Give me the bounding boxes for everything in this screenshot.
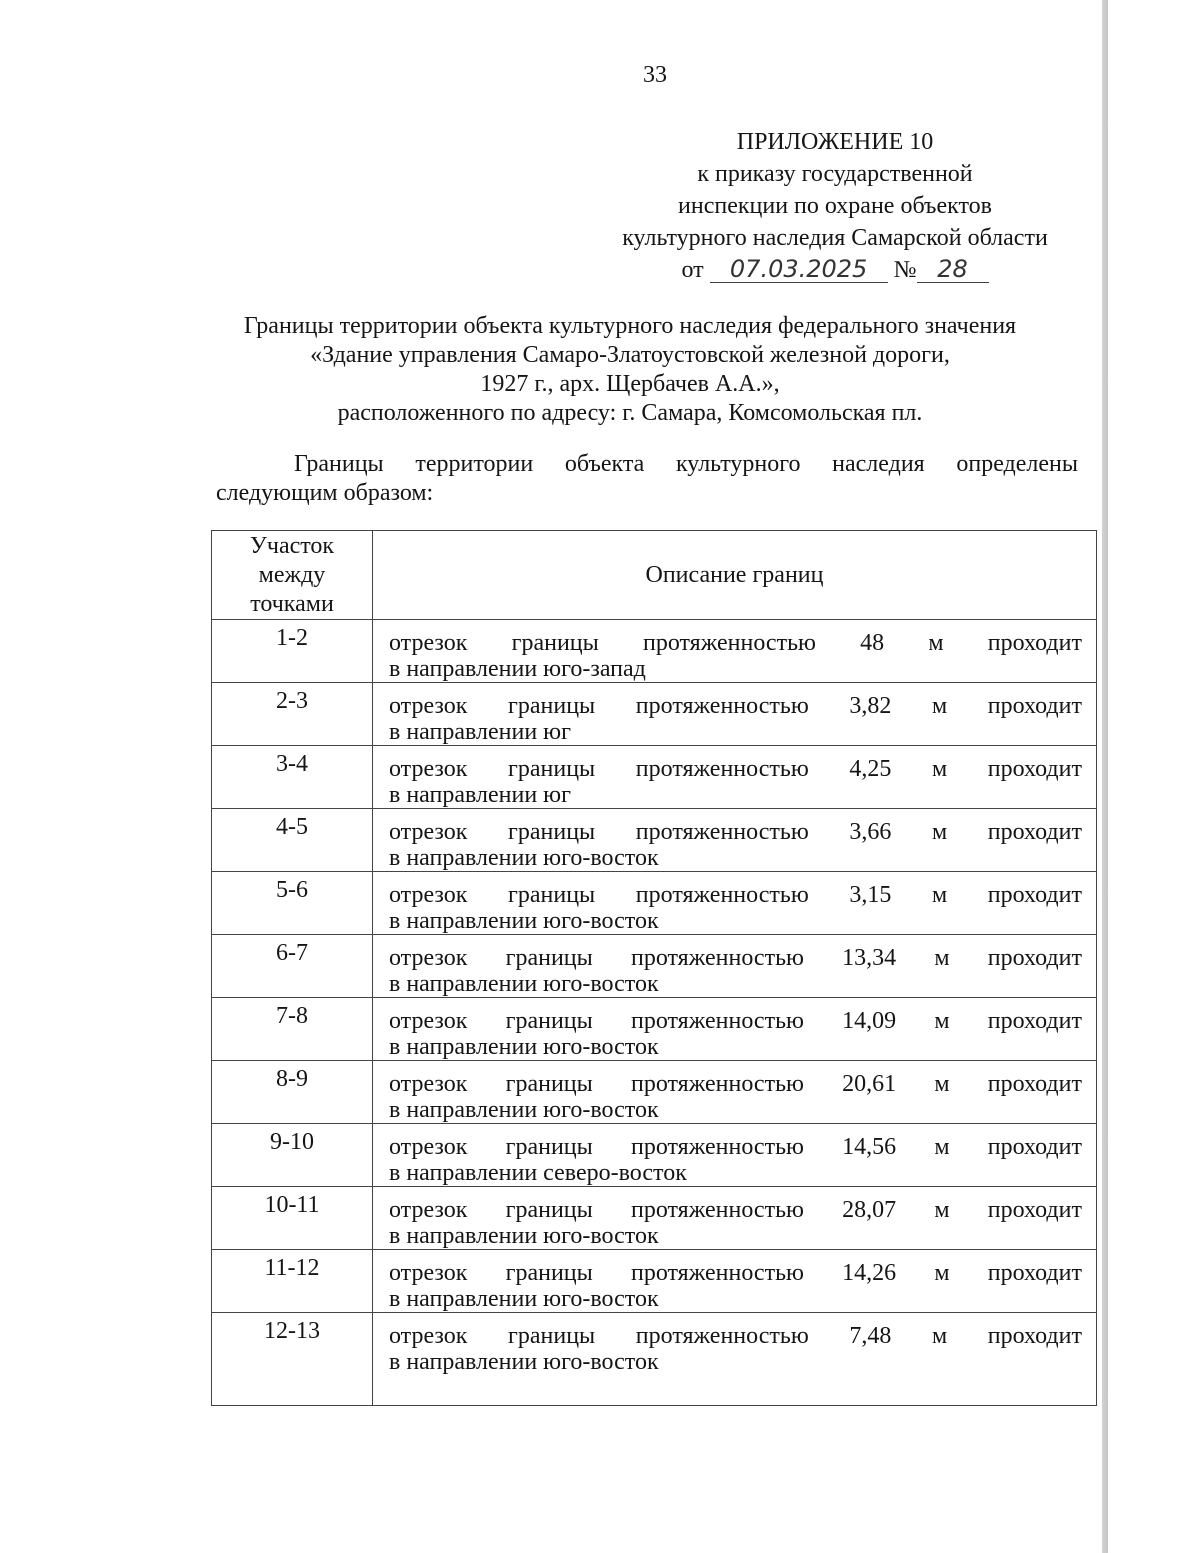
direction-text: в направлении юго-восток <box>389 1286 659 1312</box>
length-unit: м <box>934 945 950 971</box>
phrase-segment: отрезок <box>389 882 468 908</box>
phrase-boundary: границы <box>508 1323 596 1349</box>
phrase-passes: проходит <box>987 1134 1082 1160</box>
segment-cell: 10-11 <box>212 1187 373 1250</box>
header-segment-cell <box>212 531 373 620</box>
phrase-segment: отрезок <box>389 945 468 971</box>
description-line-1 <box>389 1197 1082 1223</box>
length-unit: м <box>934 1071 950 1097</box>
description-cell <box>373 809 1097 872</box>
segment-cell: 4-5 <box>212 809 373 872</box>
phrase-passes: проходит <box>987 1197 1082 1223</box>
phrase-boundary: границы <box>505 1197 593 1223</box>
title-line-2: «Здание управления Самаро-Златоустовской железной дороги, <box>310 342 950 368</box>
phrase-passes: проходит <box>987 630 1082 656</box>
length-unit: м <box>934 1260 950 1286</box>
header-segment-line: Участок <box>249 532 335 559</box>
description-cell <box>373 746 1097 809</box>
segment-cell: 7-8 <box>212 998 373 1061</box>
description-cell <box>373 1187 1097 1250</box>
length-value: 13,34 <box>842 945 897 971</box>
number-sign: № <box>893 257 917 283</box>
phrase-passes: проходит <box>987 882 1082 908</box>
phrase-boundary: границы <box>508 693 596 719</box>
table-row <box>212 935 1097 998</box>
phrase-passes: проходит <box>987 945 1082 971</box>
length-value: 14,26 <box>842 1260 897 1286</box>
intro-word: территории <box>415 451 534 477</box>
phrase-boundary: границы <box>508 819 596 845</box>
intro-word: определены <box>956 451 1078 477</box>
segment-cell: 1-2 <box>212 620 373 683</box>
direction-text: в направлении юго-восток <box>389 971 659 997</box>
length-value: 14,09 <box>842 1008 897 1034</box>
phrase-length: протяженностью <box>630 1197 804 1223</box>
table-row <box>212 1124 1097 1187</box>
length-unit: м <box>931 882 948 908</box>
direction-text: в направлении юг <box>389 719 571 745</box>
phrase-length: протяженностью <box>635 882 809 908</box>
description-cell <box>373 998 1097 1061</box>
phrase-length: протяженностью <box>630 1071 804 1097</box>
intro-word: культурного <box>675 451 801 477</box>
length-unit: м <box>931 819 948 845</box>
direction-text: в направлении юго-восток <box>389 845 659 871</box>
phrase-segment: отрезок <box>389 1323 468 1349</box>
table-row <box>212 683 1097 746</box>
intro-word: Границы <box>294 451 384 477</box>
phrase-length: протяженностью <box>642 630 816 656</box>
length-unit: м <box>931 756 948 782</box>
description-line-1 <box>389 945 1082 971</box>
phrase-boundary: границы <box>505 945 593 971</box>
header-segment-line: между <box>258 561 326 588</box>
segment-cell: 6-7 <box>212 935 373 998</box>
phrase-passes: проходит <box>987 756 1082 782</box>
appendix-line-1: к приказу государственной <box>697 161 973 187</box>
phrase-length: протяженностью <box>635 1323 809 1349</box>
length-value: 3,15 <box>849 882 892 908</box>
length-value: 3,82 <box>849 693 892 719</box>
description-line-1 <box>389 1071 1082 1097</box>
phrase-passes: проходит <box>987 693 1082 719</box>
header-segment-line: точками <box>250 590 334 617</box>
phrase-length: протяженностью <box>635 756 809 782</box>
length-value: 7,48 <box>849 1323 892 1349</box>
handwritten-order-number: 28 <box>917 256 989 283</box>
intro-line-1 <box>216 450 1078 479</box>
table-row <box>212 1187 1097 1250</box>
description-line-1 <box>389 1323 1082 1349</box>
description-line-1 <box>389 819 1082 845</box>
phrase-segment: отрезок <box>389 1260 468 1286</box>
direction-text: в направлении юго-восток <box>389 1223 659 1249</box>
phrase-boundary: границы <box>505 1134 593 1160</box>
header-description-cell: Описание границ <box>373 531 1097 620</box>
direction-text: в направлении юго-восток <box>389 908 659 934</box>
table-row <box>212 1313 1097 1406</box>
table-row <box>212 809 1097 872</box>
phrase-segment: отрезок <box>389 1197 468 1223</box>
length-value: 4,25 <box>849 756 892 782</box>
length-unit: м <box>931 1323 948 1349</box>
document-title <box>190 312 1070 428</box>
date-prefix: от <box>681 257 704 283</box>
length-value: 3,66 <box>849 819 892 845</box>
phrase-segment: отрезок <box>389 693 468 719</box>
phrase-length: протяженностью <box>635 819 809 845</box>
intro-line-2: следующим образом: <box>216 480 434 506</box>
direction-text: в направлении юг <box>389 782 571 808</box>
phrase-segment: отрезок <box>389 819 468 845</box>
segment-cell: 8-9 <box>212 1061 373 1124</box>
phrase-length: протяженностью <box>630 1134 804 1160</box>
title-line-1: Границы территории объекта культурного наследия федерального значения <box>243 313 1017 339</box>
page-number: 33 <box>643 62 667 88</box>
phrase-boundary: границы <box>505 1071 593 1097</box>
table-row <box>212 1061 1097 1124</box>
description-line-1 <box>389 756 1082 782</box>
phrase-passes: проходит <box>987 1260 1082 1286</box>
direction-text: в направлении юго-восток <box>389 1097 659 1123</box>
description-line-1 <box>389 1260 1082 1286</box>
phrase-length: протяженностью <box>630 1260 804 1286</box>
appendix-header <box>600 126 1070 286</box>
segment-cell: 9-10 <box>212 1124 373 1187</box>
direction-text: в направлении юго-запад <box>389 656 646 682</box>
length-value: 48 <box>860 630 885 656</box>
description-line-1 <box>389 882 1082 908</box>
length-unit: м <box>931 693 948 719</box>
segment-cell: 5-6 <box>212 872 373 935</box>
appendix-line-3: культурного наследия Самарской области <box>622 225 1048 251</box>
length-value: 14,56 <box>842 1134 897 1160</box>
phrase-length: протяженностью <box>630 945 804 971</box>
description-cell <box>373 1250 1097 1313</box>
length-value: 20,61 <box>842 1071 897 1097</box>
description-cell <box>373 683 1097 746</box>
scan-edge-shadow <box>1102 0 1108 1553</box>
phrase-segment: отрезок <box>389 1008 468 1034</box>
intro-word: объекта <box>564 451 645 477</box>
table-row <box>212 620 1097 683</box>
description-cell <box>373 935 1097 998</box>
direction-text: в направлении северо-восток <box>389 1160 687 1186</box>
segment-cell: 2-3 <box>212 683 373 746</box>
order-date-number-line <box>600 254 1070 286</box>
description-cell <box>373 1061 1097 1124</box>
phrase-passes: проходит <box>987 819 1082 845</box>
intro-word: наследия <box>832 451 925 477</box>
boundaries-table <box>211 530 1097 1406</box>
title-line-3: 1927 г., арх. Щербачев А.А.», <box>480 371 780 397</box>
phrase-segment: отрезок <box>389 1134 468 1160</box>
description-line-1 <box>389 1134 1082 1160</box>
intro-paragraph <box>216 450 1078 508</box>
title-line-4: расположенного по адресу: г. Самара, Комсомольская пл. <box>337 400 923 426</box>
appendix-title: ПРИЛОЖЕНИЕ 10 <box>736 129 934 155</box>
description-cell <box>373 1124 1097 1187</box>
phrase-boundary: границы <box>505 1008 593 1034</box>
phrase-passes: проходит <box>987 1323 1082 1349</box>
segment-cell: 3-4 <box>212 746 373 809</box>
direction-text: в направлении юго-восток <box>389 1349 659 1375</box>
length-unit: м <box>934 1008 950 1034</box>
description-cell <box>373 620 1097 683</box>
phrase-segment: отрезок <box>389 756 468 782</box>
length-unit: м <box>928 630 944 656</box>
phrase-boundary: границы <box>505 1260 593 1286</box>
direction-text: в направлении юго-восток <box>389 1034 659 1060</box>
phrase-boundary: границы <box>511 630 599 656</box>
length-unit: м <box>934 1134 950 1160</box>
phrase-length: протяженностью <box>635 693 809 719</box>
length-unit: м <box>934 1197 950 1223</box>
table-row <box>212 872 1097 935</box>
table-row <box>212 746 1097 809</box>
table-row <box>212 1250 1097 1313</box>
description-line-1 <box>389 1008 1082 1034</box>
length-value: 28,07 <box>842 1197 897 1223</box>
description-line-1 <box>389 630 1082 656</box>
table-row <box>212 998 1097 1061</box>
description-cell <box>373 872 1097 935</box>
segment-cell: 12-13 <box>212 1313 373 1406</box>
segment-cell: 11-12 <box>212 1250 373 1313</box>
table-body <box>212 620 1097 1406</box>
phrase-segment: отрезок <box>389 1071 468 1097</box>
phrase-length: протяженностью <box>630 1008 804 1034</box>
phrase-boundary: границы <box>508 882 596 908</box>
phrase-passes: проходит <box>987 1008 1082 1034</box>
phrase-boundary: границы <box>508 756 596 782</box>
table-header-row <box>212 531 1097 620</box>
phrase-segment: отрезок <box>389 630 468 656</box>
description-cell <box>373 1313 1097 1406</box>
handwritten-date: 07.03.2025 <box>710 256 888 283</box>
description-line-1 <box>389 693 1082 719</box>
phrase-passes: проходит <box>987 1071 1082 1097</box>
appendix-line-2: инспекции по охране объектов <box>678 193 992 219</box>
